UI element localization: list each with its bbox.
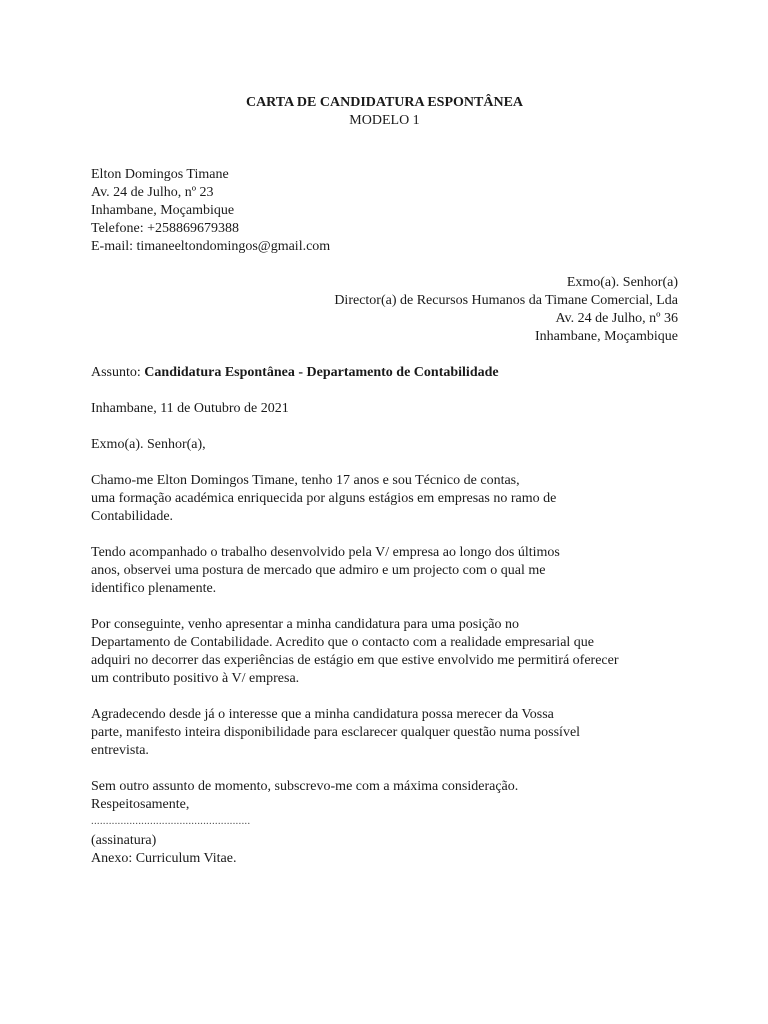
document-subtitle: MODELO 1 xyxy=(349,113,420,128)
paragraph-line: Chamo-me Elton Domingos Timane, tenho 17 anos e sou Técnico de contas, xyxy=(91,473,520,488)
sender-city: Inhambane, Moçambique xyxy=(91,203,235,218)
closing-valediction: Respeitosamente, xyxy=(91,797,190,812)
signature-label: (assinatura) xyxy=(91,833,157,848)
sender-name: Elton Domingos Timane xyxy=(91,167,229,182)
recipient-position: Director(a) de Recursos Humanos da Timane Comercial, Lda xyxy=(334,293,678,308)
paragraph-line: uma formação académica enriquecida por alguns estágios em empresas no ramo de xyxy=(91,491,557,506)
signature-line: ...................................................... xyxy=(91,815,251,827)
sender-block xyxy=(91,166,678,256)
paragraph-line: entrevista. xyxy=(91,743,149,758)
title-block xyxy=(83,94,686,130)
letter-date: Inhambane, 11 de Outubro de 2021 xyxy=(91,401,289,416)
closing-block xyxy=(91,778,678,868)
paragraph-4 xyxy=(91,706,678,760)
paragraph-3 xyxy=(91,616,678,688)
letter-page xyxy=(91,94,678,868)
subject-text: Candidatura Espontânea - Departamento de Contabilidade xyxy=(144,365,499,380)
paragraph-line: Tendo acompanhado o trabalho desenvolvido pela V/ empresa ao longo dos últimos xyxy=(91,545,560,560)
sender-phone: Telefone: +258869679388 xyxy=(91,221,240,236)
paragraph-line: Contabilidade. xyxy=(91,509,174,524)
sender-email: E-mail: timaneeltondomingos@gmail.com xyxy=(91,239,331,254)
greeting: Exmo(a). Senhor(a), xyxy=(91,437,206,452)
sender-address: Av. 24 de Julho, nº 23 xyxy=(91,185,214,200)
paragraph-1 xyxy=(91,472,678,526)
paragraph-line: adquiri no decorrer das experiências de estágio em que estive envolvido me permitirá oferecer xyxy=(91,653,619,668)
closing-statement: Sem outro assunto de momento, subscrevo-me com a máxima consideração. xyxy=(91,779,519,794)
recipient-salutation: Exmo(a). Senhor(a) xyxy=(566,275,678,290)
paragraph-line: anos, observei uma postura de mercado que admiro e um projecto com o qual me xyxy=(91,563,546,578)
subject-line xyxy=(91,364,678,382)
subject-label: Assunto: xyxy=(91,365,145,380)
paragraph-line: identifico plenamente. xyxy=(91,581,217,596)
paragraph-line: Departamento de Contabilidade. Acredito que o contacto com a realidade empresarial que xyxy=(91,635,595,650)
recipient-block xyxy=(91,274,678,346)
paragraph-line: parte, manifesto inteira disponibilidade para esclarecer qualquer questão numa possível xyxy=(91,725,581,740)
recipient-city: Inhambane, Moçambique xyxy=(534,329,678,344)
attachment-note: Anexo: Curriculum Vitae. xyxy=(91,851,237,866)
recipient-address: Av. 24 de Julho, nº 36 xyxy=(555,311,678,326)
paragraph-2 xyxy=(91,544,678,598)
paragraph-line: Agradecendo desde já o interesse que a minha candidatura possa merecer da Vossa xyxy=(91,707,554,722)
paragraph-line: Por conseguinte, venho apresentar a minha candidatura para uma posição no xyxy=(91,617,520,632)
paragraph-line: um contributo positivo à V/ empresa. xyxy=(91,671,300,686)
document-title: CARTA DE CANDIDATURA ESPONTÂNEA xyxy=(245,95,524,110)
